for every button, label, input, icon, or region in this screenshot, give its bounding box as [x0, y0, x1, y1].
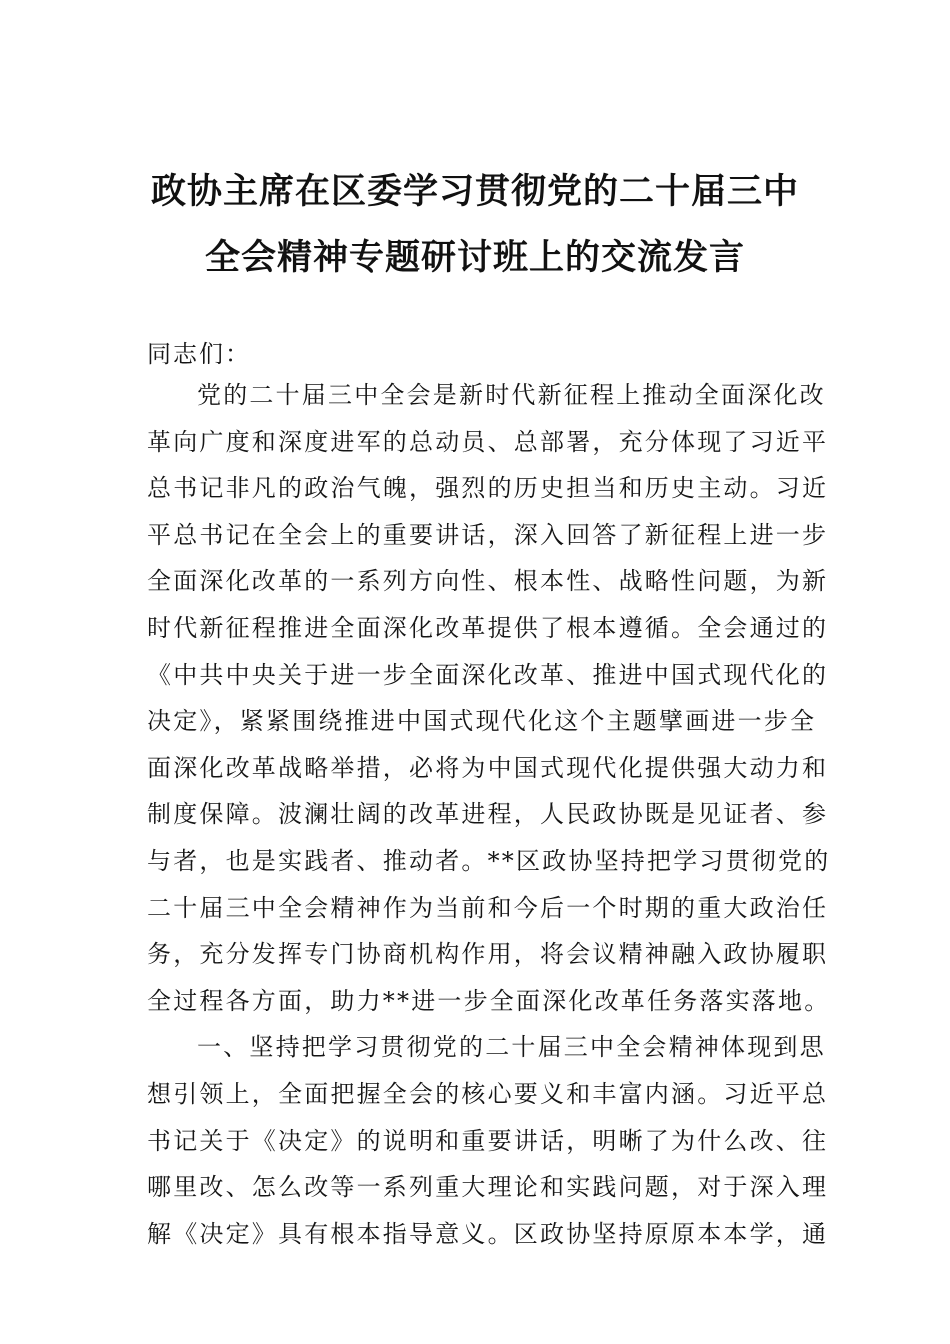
- paragraph-line: 全面深化改革的一系列方向性、根本性、战略性问题，为新: [147, 567, 829, 596]
- section-heading-line: 一、坚持把学习贯彻党的二十届三中全会精神体现到思: [197, 1033, 826, 1062]
- document-title-line-1: 政协主席在区委学习贯彻党的二十届三中: [150, 172, 799, 212]
- paragraph-line: 决定》，紧紧围绕推进中国式现代化这个主题擘画进一步全: [147, 707, 817, 736]
- paragraph-line: 革向广度和深度进军的总动员、总部署，充分体现了习近平: [147, 427, 829, 456]
- paragraph-line: 全过程各方面，助力**进一步全面深化改革任务落实落地。: [147, 986, 831, 1015]
- paragraph-line: 务，充分发挥专门协商机构作用，将会议精神融入政协履职: [147, 940, 829, 969]
- paragraph-line: 《中共中央关于进一步全面深化改革、推进中国式现代化的: [147, 660, 829, 689]
- paragraph-line: 时代新征程推进全面深化改革提供了根本遵循。全会通过的: [147, 613, 829, 642]
- paragraph-line: 面深化改革战略举措，必将为中国式现代化提供强大动力和: [147, 753, 829, 782]
- paragraph-line: 与者，也是实践者、推动者。**区政协坚持把学习贯彻党的: [147, 846, 831, 875]
- paragraph-line: 解《决定》具有根本指导意义。区政协坚持原原本本学，通: [147, 1219, 829, 1248]
- document-body: [147, 372, 831, 1257]
- paragraph-line: 书记关于《决定》的说明和重要讲话，明晰了为什么改、往: [147, 1126, 829, 1155]
- paragraph-line: 想引领上，全面把握全会的核心要义和丰富内涵。习近平总: [147, 1079, 829, 1108]
- document-title-line-2: 全会精神专题研讨班上的交流发言: [204, 238, 745, 278]
- salutation: 同志们：: [147, 340, 251, 368]
- paragraph-line: 制度保障。波澜壮阔的改革进程，人民政协既是见证者、参: [147, 800, 829, 829]
- paragraph-line: 党的二十届三中全会是新时代新征程上推动全面深化改: [197, 381, 826, 409]
- paragraph-line: 哪里改、怎么改等一系列重大理论和实践问题，对于深入理: [147, 1173, 829, 1202]
- paragraph-line: 二十届三中全会精神作为当前和今后一个时期的重大政治任: [147, 893, 829, 922]
- paragraph-line: 总书记非凡的政治气魄，强烈的历史担当和历史主动。习近: [147, 474, 829, 503]
- paragraph-line: 平总书记在全会上的重要讲话，深入回答了新征程上进一步: [147, 520, 829, 549]
